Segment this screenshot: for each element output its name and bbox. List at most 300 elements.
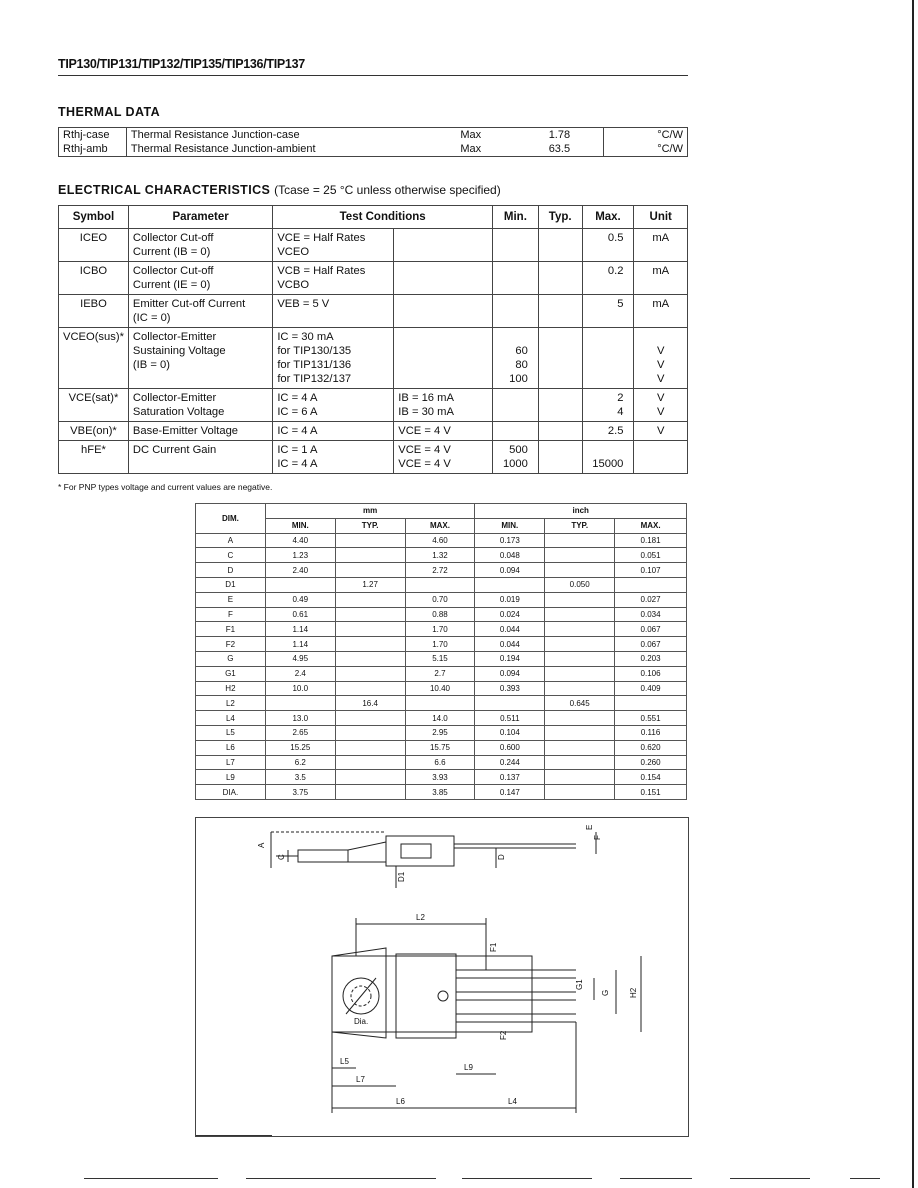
thermal-table bbox=[58, 127, 688, 157]
dimension-value bbox=[265, 696, 335, 711]
page-header-title: TIP130/TIP131/TIP132/TIP135/TIP136/TIP137 bbox=[58, 57, 305, 71]
dimension-value bbox=[545, 666, 615, 681]
dimension-value: 0.116 bbox=[615, 725, 687, 740]
dimension-row bbox=[196, 785, 687, 800]
dimension-value: 0.620 bbox=[615, 740, 687, 755]
dimension-name: L7 bbox=[196, 755, 266, 770]
electrical-min-line: 1000 bbox=[502, 458, 528, 470]
electrical-test_a-line: VEB = 5 V bbox=[277, 298, 330, 310]
dimension-value bbox=[545, 740, 615, 755]
electrical-test_b bbox=[394, 229, 493, 262]
dim-col-mm-max: MAX. bbox=[405, 518, 475, 533]
thermal-symbol: Rthj-case bbox=[59, 128, 127, 143]
electrical-symbol bbox=[59, 422, 129, 441]
electrical-max bbox=[582, 295, 634, 328]
electrical-row bbox=[59, 262, 688, 295]
electrical-typ bbox=[538, 295, 582, 328]
dimension-value: 16.4 bbox=[335, 696, 405, 711]
electrical-param-line: Collector-Emitter bbox=[132, 392, 217, 404]
electrical-unit-line bbox=[638, 330, 683, 344]
electrical-unit-line: V bbox=[656, 392, 665, 404]
dimension-value: 0.260 bbox=[615, 755, 687, 770]
electrical-typ bbox=[538, 422, 582, 441]
electrical-unit-line: V bbox=[656, 345, 665, 357]
electrical-unit-line: mA bbox=[652, 232, 670, 244]
electrical-param bbox=[128, 441, 272, 474]
thermal-unit: °C/W bbox=[604, 128, 688, 143]
electrical-test_b bbox=[394, 389, 493, 422]
electrical-test_b-line: VCE = 4 V bbox=[398, 458, 451, 470]
dimension-row bbox=[196, 651, 687, 666]
dimension-value: 0.051 bbox=[615, 548, 687, 563]
dimension-name: E bbox=[196, 592, 266, 607]
dimension-value bbox=[335, 785, 405, 800]
electrical-param-line: Collector-Emitter bbox=[132, 331, 217, 343]
electrical-max-line: 0.2 bbox=[607, 265, 624, 277]
dimension-value: 0.70 bbox=[405, 592, 475, 607]
dimension-value: 0.044 bbox=[475, 637, 545, 652]
electrical-param bbox=[128, 295, 272, 328]
electrical-title bbox=[58, 183, 501, 197]
drawing-label: L5 bbox=[340, 1057, 349, 1066]
dimension-value bbox=[545, 725, 615, 740]
dimension-value bbox=[335, 592, 405, 607]
electrical-unit-line: V bbox=[656, 406, 665, 418]
electrical-unit bbox=[634, 328, 688, 389]
dimension-value bbox=[335, 563, 405, 578]
dimension-value: 0.027 bbox=[615, 592, 687, 607]
dimension-value: 0.094 bbox=[475, 563, 545, 578]
dimension-name: L2 bbox=[196, 696, 266, 711]
electrical-min bbox=[492, 229, 538, 262]
drawing-label: D bbox=[497, 854, 506, 860]
dimension-value bbox=[475, 696, 545, 711]
package-drawing-svg bbox=[196, 818, 688, 1136]
electrical-symbol-text: ICBO bbox=[79, 265, 108, 277]
dimension-value: 3.75 bbox=[265, 785, 335, 800]
electrical-test_a bbox=[273, 295, 394, 328]
electrical-test_b-line: IB = 30 mA bbox=[398, 406, 454, 418]
dimension-value bbox=[545, 563, 615, 578]
electrical-test_a-line: IC = 6 A bbox=[277, 406, 318, 418]
dim-col-dim: DIM. bbox=[196, 504, 266, 534]
drawing-label: L7 bbox=[356, 1075, 365, 1084]
dimension-row bbox=[196, 725, 687, 740]
dimension-value: 2.7 bbox=[405, 666, 475, 681]
electrical-unit bbox=[634, 441, 688, 474]
electrical-typ bbox=[538, 229, 582, 262]
electrical-test_b bbox=[394, 441, 493, 474]
dimension-value bbox=[265, 577, 335, 592]
dimension-value: 0.244 bbox=[475, 755, 545, 770]
electrical-test_a-line: IC = 30 mA bbox=[277, 331, 334, 343]
dimension-value bbox=[475, 577, 545, 592]
electrical-test_a-line: VCE = Half Rates VCEO bbox=[277, 232, 366, 258]
electrical-param-line: (IC = 0) bbox=[132, 312, 171, 324]
electrical-param-line: Current (IE = 0) bbox=[132, 279, 211, 291]
dimension-name: L9 bbox=[196, 770, 266, 785]
header-rule bbox=[58, 75, 688, 76]
electrical-param-line: Saturation Voltage bbox=[132, 406, 225, 418]
electrical-max-line: 15000 bbox=[592, 458, 624, 470]
package-drawing bbox=[195, 817, 689, 1137]
dimension-value: 0.137 bbox=[475, 770, 545, 785]
dimension-value bbox=[405, 577, 475, 592]
dimension-value bbox=[335, 725, 405, 740]
drawing-label: F bbox=[593, 835, 602, 840]
dimension-value bbox=[335, 607, 405, 622]
dimension-value bbox=[545, 533, 615, 548]
dimension-value bbox=[335, 666, 405, 681]
electrical-test_b bbox=[394, 262, 493, 295]
col-test-conditions: Test Conditions bbox=[273, 206, 493, 229]
dimension-value bbox=[335, 622, 405, 637]
electrical-row bbox=[59, 389, 688, 422]
electrical-max-line: 4 bbox=[617, 406, 624, 418]
electrical-max-line: 2 bbox=[617, 392, 624, 404]
electrical-symbol-text: IEBO bbox=[80, 298, 107, 310]
drawing-label: D1 bbox=[397, 871, 406, 882]
dimension-name: L5 bbox=[196, 725, 266, 740]
thermal-qual: Max bbox=[426, 128, 516, 143]
dimension-value: 0.106 bbox=[615, 666, 687, 681]
electrical-symbol bbox=[59, 295, 129, 328]
electrical-test_a bbox=[273, 229, 394, 262]
dimension-value: 10.0 bbox=[265, 681, 335, 696]
dimension-value bbox=[405, 696, 475, 711]
electrical-test_a bbox=[273, 328, 394, 389]
electrical-min bbox=[492, 441, 538, 474]
electrical-symbol-text: VCE(sat)* bbox=[68, 392, 119, 404]
dimension-value bbox=[545, 637, 615, 652]
electrical-unit bbox=[634, 229, 688, 262]
dimension-row bbox=[196, 740, 687, 755]
thermal-param: Thermal Resistance Junction-ambient bbox=[126, 142, 425, 157]
dimension-value: 0.154 bbox=[615, 770, 687, 785]
electrical-unit bbox=[634, 389, 688, 422]
electrical-max-line: 2.5 bbox=[607, 425, 624, 437]
dimension-value: 0.203 bbox=[615, 651, 687, 666]
electrical-param bbox=[128, 328, 272, 389]
dimension-value: 1.14 bbox=[265, 622, 335, 637]
electrical-min-line: 500 bbox=[509, 444, 528, 456]
dimension-value bbox=[545, 622, 615, 637]
dimension-value bbox=[335, 740, 405, 755]
electrical-unit bbox=[634, 262, 688, 295]
dimension-name: L4 bbox=[196, 711, 266, 726]
dimension-row bbox=[196, 607, 687, 622]
electrical-symbol-text: hFE* bbox=[81, 444, 106, 456]
dimension-value: 0.048 bbox=[475, 548, 545, 563]
col-typ: Typ. bbox=[538, 206, 582, 229]
electrical-min-line: 80 bbox=[515, 359, 528, 371]
thermal-unit: °C/W bbox=[604, 142, 688, 157]
dimension-value: 0.067 bbox=[615, 622, 687, 637]
electrical-param bbox=[128, 389, 272, 422]
dim-col-mm: mm bbox=[265, 504, 475, 519]
dimension-row bbox=[196, 696, 687, 711]
electrical-symbol bbox=[59, 262, 129, 295]
dimension-row bbox=[196, 563, 687, 578]
dimension-value: 0.173 bbox=[475, 533, 545, 548]
electrical-test_a-line: for TIP131/136 bbox=[277, 359, 352, 371]
electrical-symbol-text: VBE(on)* bbox=[70, 425, 117, 437]
dimension-value bbox=[335, 637, 405, 652]
thermal-symbol: Rthj-amb bbox=[59, 142, 127, 157]
footer-rule bbox=[850, 1178, 880, 1179]
electrical-test_a-line: IC = 4 A bbox=[277, 458, 318, 470]
electrical-max bbox=[582, 328, 634, 389]
dimension-value bbox=[545, 770, 615, 785]
drawing-label: L9 bbox=[464, 1063, 473, 1072]
dimension-value: 0.107 bbox=[615, 563, 687, 578]
drawing-label: F1 bbox=[489, 942, 498, 952]
thermal-param: Thermal Resistance Junction-case bbox=[126, 128, 425, 143]
dimension-value: 0.600 bbox=[475, 740, 545, 755]
dimension-value: 4.60 bbox=[405, 533, 475, 548]
thermal-value: 1.78 bbox=[516, 128, 604, 143]
drawing-label: C bbox=[277, 854, 286, 860]
dimension-row bbox=[196, 577, 687, 592]
electrical-param-line: Base-Emitter Voltage bbox=[132, 425, 239, 437]
col-unit: Unit bbox=[634, 206, 688, 229]
dimension-value: 2.72 bbox=[405, 563, 475, 578]
dimension-name: G bbox=[196, 651, 266, 666]
drawing-label: H2 bbox=[629, 987, 638, 998]
drawing-label: G bbox=[601, 989, 610, 996]
dimension-value: 1.14 bbox=[265, 637, 335, 652]
electrical-min bbox=[492, 422, 538, 441]
electrical-test_a-line: VCB = Half Rates VCBO bbox=[277, 265, 366, 291]
electrical-condition: (Tcase = 25 °C unless otherwise specified) bbox=[274, 183, 501, 197]
electrical-row bbox=[59, 295, 688, 328]
dimension-value: 0.511 bbox=[475, 711, 545, 726]
electrical-row bbox=[59, 229, 688, 262]
electrical-max bbox=[582, 262, 634, 295]
dimension-value: 4.40 bbox=[265, 533, 335, 548]
dimension-value: 0.181 bbox=[615, 533, 687, 548]
dimension-value bbox=[545, 607, 615, 622]
dimension-value: 3.93 bbox=[405, 770, 475, 785]
electrical-table bbox=[58, 205, 688, 474]
dim-col-inch: inch bbox=[475, 504, 687, 519]
thermal-qual: Max bbox=[426, 142, 516, 157]
dimension-value: 0.551 bbox=[615, 711, 687, 726]
electrical-test_b bbox=[394, 295, 493, 328]
electrical-param bbox=[128, 229, 272, 262]
electrical-row bbox=[59, 328, 688, 389]
dimension-value bbox=[545, 681, 615, 696]
drawing-label: G1 bbox=[575, 979, 584, 990]
dimension-value bbox=[335, 548, 405, 563]
electrical-test_b-line: IB = 16 mA bbox=[398, 392, 454, 404]
dimension-value bbox=[615, 577, 687, 592]
dimension-row bbox=[196, 592, 687, 607]
dimension-value bbox=[335, 533, 405, 548]
dimension-value bbox=[335, 711, 405, 726]
dimension-row bbox=[196, 533, 687, 548]
electrical-test_a bbox=[273, 262, 394, 295]
thermal-data-title: THERMAL DATA bbox=[58, 105, 161, 119]
dimension-value: 0.034 bbox=[615, 607, 687, 622]
electrical-unit bbox=[634, 295, 688, 328]
footer-rule bbox=[196, 1135, 272, 1136]
dimension-value: 0.49 bbox=[265, 592, 335, 607]
dimension-name: G1 bbox=[196, 666, 266, 681]
dimension-name: F bbox=[196, 607, 266, 622]
dim-col-inch-min: MIN. bbox=[475, 518, 545, 533]
electrical-unit-line: V bbox=[656, 425, 665, 437]
dimension-row bbox=[196, 622, 687, 637]
dimension-value: 13.0 bbox=[265, 711, 335, 726]
col-parameter: Parameter bbox=[128, 206, 272, 229]
dimension-row bbox=[196, 711, 687, 726]
drawing-label: F2 bbox=[499, 1030, 508, 1040]
electrical-max-line bbox=[587, 443, 624, 457]
dimension-value bbox=[335, 681, 405, 696]
dimension-value: 1.23 bbox=[265, 548, 335, 563]
electrical-unit bbox=[634, 422, 688, 441]
dimension-row bbox=[196, 681, 687, 696]
dimension-value: 0.094 bbox=[475, 666, 545, 681]
dimension-value: 3.5 bbox=[265, 770, 335, 785]
dimension-row bbox=[196, 637, 687, 652]
electrical-symbol bbox=[59, 328, 129, 389]
electrical-unit-line: mA bbox=[652, 265, 670, 277]
electrical-param bbox=[128, 262, 272, 295]
electrical-title-text: ELECTRICAL CHARACTERISTICS bbox=[58, 183, 271, 197]
electrical-max bbox=[582, 422, 634, 441]
dimension-value bbox=[615, 696, 687, 711]
dimension-value: 1.27 bbox=[335, 577, 405, 592]
dimension-value: 0.409 bbox=[615, 681, 687, 696]
electrical-min-line: 100 bbox=[509, 373, 528, 385]
dimension-value: 14.0 bbox=[405, 711, 475, 726]
electrical-test_b bbox=[394, 422, 493, 441]
electrical-min-line: 60 bbox=[515, 345, 528, 357]
electrical-min bbox=[492, 389, 538, 422]
dimension-value: 0.147 bbox=[475, 785, 545, 800]
dimension-value: 0.024 bbox=[475, 607, 545, 622]
dim-col-mm-typ: TYP. bbox=[335, 518, 405, 533]
electrical-typ bbox=[538, 441, 582, 474]
electrical-test_b bbox=[394, 328, 493, 389]
footer-rule bbox=[246, 1178, 436, 1179]
dimension-name: F1 bbox=[196, 622, 266, 637]
electrical-min-line bbox=[497, 330, 528, 344]
dimension-value bbox=[545, 785, 615, 800]
thermal-value: 63.5 bbox=[516, 142, 604, 157]
electrical-param-line: Collector Cut-off bbox=[132, 232, 214, 244]
dimension-name: DIA. bbox=[196, 785, 266, 800]
electrical-test_a-line: IC = 4 A bbox=[277, 425, 318, 437]
dimension-row bbox=[196, 548, 687, 563]
electrical-test_b-line: VCE = 4 V bbox=[398, 425, 451, 437]
col-max: Max. bbox=[582, 206, 634, 229]
electrical-symbol bbox=[59, 389, 129, 422]
thermal-row bbox=[59, 128, 688, 143]
electrical-param-line: Collector Cut-off bbox=[132, 265, 214, 277]
dimension-value: 2.40 bbox=[265, 563, 335, 578]
dimension-name: D bbox=[196, 563, 266, 578]
dimension-value: 10.40 bbox=[405, 681, 475, 696]
dimension-name: A bbox=[196, 533, 266, 548]
dimension-value bbox=[335, 755, 405, 770]
dim-col-inch-typ: TYP. bbox=[545, 518, 615, 533]
footer-rule bbox=[84, 1178, 218, 1179]
dimension-value bbox=[545, 755, 615, 770]
dimension-value: 1.32 bbox=[405, 548, 475, 563]
electrical-max bbox=[582, 389, 634, 422]
drawing-label: E bbox=[585, 824, 594, 830]
electrical-test_a-line: IC = 1 A bbox=[277, 444, 318, 456]
electrical-max-line: 0.5 bbox=[607, 232, 624, 244]
dimension-name: H2 bbox=[196, 681, 266, 696]
electrical-max bbox=[582, 441, 634, 474]
drawing-label: Dia. bbox=[354, 1017, 369, 1026]
dimensions-table bbox=[195, 503, 687, 800]
dimension-value: 1.70 bbox=[405, 637, 475, 652]
electrical-param-line: DC Current Gain bbox=[132, 444, 217, 456]
dimension-value: 2.65 bbox=[265, 725, 335, 740]
dimension-value bbox=[545, 548, 615, 563]
col-symbol: Symbol bbox=[59, 206, 129, 229]
drawing-label: L2 bbox=[416, 913, 425, 922]
electrical-min bbox=[492, 328, 538, 389]
dimension-value: 6.6 bbox=[405, 755, 475, 770]
electrical-max-line: 5 bbox=[617, 298, 624, 310]
dimension-value bbox=[335, 770, 405, 785]
electrical-test_a bbox=[273, 422, 394, 441]
dimension-value: 0.104 bbox=[475, 725, 545, 740]
dimension-value: 15.75 bbox=[405, 740, 475, 755]
dimension-value: 0.88 bbox=[405, 607, 475, 622]
dim-col-inch-max: MAX. bbox=[615, 518, 687, 533]
electrical-unit-line: mA bbox=[652, 298, 670, 310]
dimension-row bbox=[196, 770, 687, 785]
dim-col-mm-min: MIN. bbox=[265, 518, 335, 533]
dimension-value: 0.194 bbox=[475, 651, 545, 666]
electrical-param-line: Current (IB = 0) bbox=[132, 246, 211, 258]
page-edge-line bbox=[912, 0, 914, 1188]
electrical-min bbox=[492, 295, 538, 328]
electrical-symbol bbox=[59, 441, 129, 474]
electrical-param-line: Emitter Cut-off Current bbox=[132, 298, 246, 310]
col-min: Min. bbox=[492, 206, 538, 229]
electrical-min bbox=[492, 262, 538, 295]
electrical-row bbox=[59, 422, 688, 441]
dimension-value bbox=[545, 651, 615, 666]
dimension-value bbox=[545, 592, 615, 607]
dimension-value: 0.067 bbox=[615, 637, 687, 652]
dimension-value: 3.85 bbox=[405, 785, 475, 800]
dimension-value: 1.70 bbox=[405, 622, 475, 637]
dimension-value: 5.15 bbox=[405, 651, 475, 666]
electrical-param bbox=[128, 422, 272, 441]
footer-rule bbox=[620, 1178, 692, 1179]
drawing-label: L4 bbox=[508, 1097, 517, 1106]
dimension-value bbox=[335, 651, 405, 666]
dimension-name: L6 bbox=[196, 740, 266, 755]
dimension-value: 0.019 bbox=[475, 592, 545, 607]
dimension-value: 6.2 bbox=[265, 755, 335, 770]
dimension-value: 15.25 bbox=[265, 740, 335, 755]
dimension-value bbox=[545, 711, 615, 726]
electrical-max bbox=[582, 229, 634, 262]
dimension-name: C bbox=[196, 548, 266, 563]
electrical-test_b-line: VCE = 4 V bbox=[398, 444, 451, 456]
electrical-unit-line: V bbox=[656, 359, 665, 371]
